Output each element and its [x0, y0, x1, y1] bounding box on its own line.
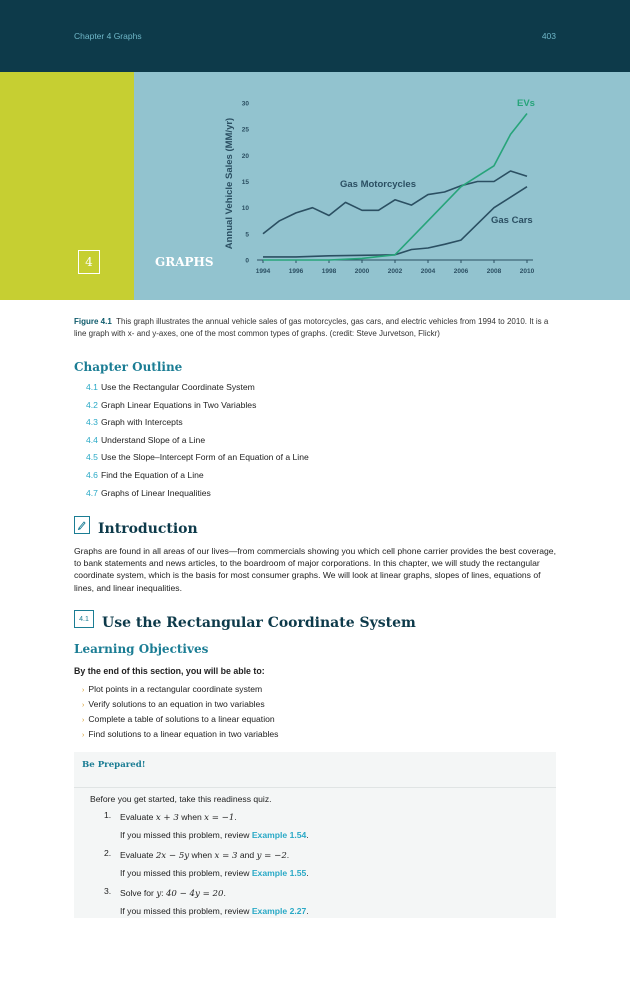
x-tick-label: 2010: [519, 268, 535, 275]
y-tick-label: 30: [241, 100, 249, 108]
introduction-heading: Introduction: [98, 521, 198, 537]
y-axis-label: Annual Vehicle Sales (MM/yr): [224, 117, 235, 250]
y-tick-label: 15: [241, 179, 249, 186]
learning-objectives-intro: By the end of this section, you will be able to:: [74, 666, 265, 676]
be-prepared-header: [74, 752, 556, 788]
chapter-outline-list: [86, 381, 309, 504]
quiz-item: 3. Solve for y: 40 − 4y = 20. If you missed this problem, review Example 2.27.: [104, 886, 309, 916]
objective-item: › Verify solutions to an equation in two variables: [82, 699, 265, 709]
series-label: Gas Motorcycles: [339, 179, 417, 190]
learning-objectives-heading: Learning Objectives: [74, 642, 209, 656]
page-number: 403: [541, 31, 556, 41]
figure-label: Figure 4.1: [74, 317, 112, 326]
example-link[interactable]: Example 1.54: [251, 830, 307, 840]
section-title: Use the Rectangular Coordinate System: [102, 615, 416, 631]
x-tick-label: 1994: [255, 268, 271, 275]
series-gas-cars: [263, 187, 527, 257]
series-label: Gas Cars: [491, 215, 533, 226]
x-tick-label: 1998: [321, 268, 337, 275]
readiness-quiz-lead: Before you get started, take this readiness quiz.: [90, 794, 272, 804]
x-tick-label: 2006: [453, 268, 469, 275]
outline-item[interactable]: 4.7 Graphs of Linear Inequalities: [86, 487, 211, 498]
chapter-outline-heading: Chapter Outline: [74, 360, 183, 374]
objective-item: › Plot points in a rectangular coordinate system: [82, 684, 263, 694]
outline-item[interactable]: 4.6 Find the Equation of a Line: [86, 469, 204, 480]
y-tick-label: 25: [241, 126, 249, 134]
chapter-running-head: Chapter 4 Graphs: [74, 31, 142, 41]
y-tick-label: 20: [241, 152, 249, 160]
outline-item[interactable]: 4.1 Use the Rectangular Coordinate System: [86, 382, 255, 392]
objective-item: › Find solutions to a linear equation in two variables: [82, 729, 279, 739]
series-label: EVs: [517, 98, 535, 109]
outline-item[interactable]: 4.4 Understand Slope of a Line: [86, 434, 206, 445]
quiz-item: 2. Evaluate 2x − 5y when x = 3 and y = −2. If you missed this problem, review Example 1.55.: [104, 848, 309, 878]
y-tick-label: 0: [245, 257, 249, 265]
outline-item[interactable]: 4.3 Graph with Intercepts: [86, 417, 183, 428]
chapter-number-badge: 4: [78, 250, 100, 274]
figure-caption-text: This graph illustrates the annual vehicle sales of gas motorcycles, gas cars, and electric vehicles from 1994 to 2010. It is a line graph with x- and y-axes, one of the most common types of graphs. (credit: Steve Jurvetson, Flickr): [74, 317, 549, 338]
chart-labels: [224, 98, 535, 249]
x-tick-label: 2008: [486, 268, 502, 275]
chapter-title: GRAPHS: [155, 255, 214, 269]
example-link[interactable]: Example 2.27: [251, 906, 307, 916]
be-prepared-box: [74, 788, 556, 918]
x-tick-label: 2002: [387, 268, 403, 275]
section-number-badge: 4.1: [74, 610, 94, 628]
outline-item[interactable]: 4.5 Use the Slope–Intercept Form of an Equation of a Line: [86, 452, 309, 463]
pencil-icon: [74, 516, 90, 534]
figure-caption: [74, 316, 558, 340]
y-tick-label: 5: [245, 231, 249, 239]
x-tick-label: 1996: [288, 268, 304, 275]
x-tick-label: 2000: [354, 268, 370, 275]
learning-objectives-list: [82, 683, 278, 743]
y-tick-label: 10: [241, 205, 249, 213]
readiness-quiz-list: [104, 810, 544, 924]
be-prepared-title: Be Prepared!: [82, 760, 146, 770]
quiz-item: 1. Evaluate x + 3 when x = −1. If you missed this problem, review Example 1.54.: [104, 810, 309, 840]
outline-item[interactable]: 4.2 Graph Linear Equations in Two Variables: [86, 399, 257, 410]
x-tick-label: 2004: [420, 268, 436, 275]
introduction-paragraph: Graphs are found in all areas of our lives—from commercials showing you which cell phone carrier provides the best coverage, to bank statements and news articles, to the boardroom of major corporations. In this chapter, we will study the rectangular coordinate system, which is the basis for most consumer graphs. We will look at linear graphs, slopes of lines, equations of lines, and linear inequalities.: [74, 546, 556, 593]
example-link[interactable]: Example 1.55: [251, 868, 307, 878]
objective-item: › Complete a table of solutions to a linear equation: [82, 714, 275, 724]
